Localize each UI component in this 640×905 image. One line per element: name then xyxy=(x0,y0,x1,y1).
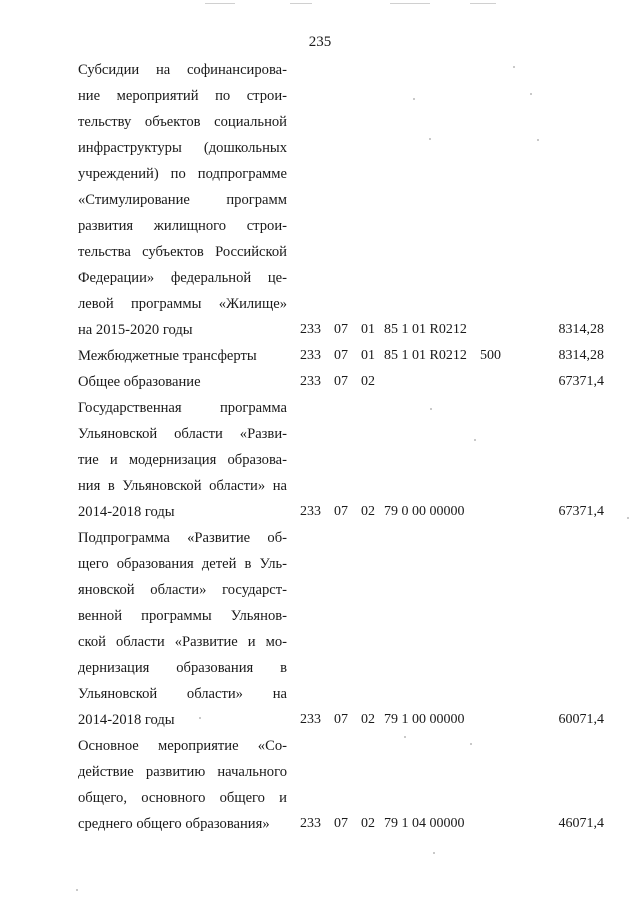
amount: 8314,28 xyxy=(558,322,604,337)
scan-artifact xyxy=(205,3,235,4)
grbs-code: 233 xyxy=(300,504,321,519)
scan-artifact xyxy=(76,889,78,891)
row-name-line: тельства субъектов Российской xyxy=(78,244,287,260)
scan-artifact xyxy=(290,3,312,4)
row-name-line: венной программы Ульянов- xyxy=(78,608,287,624)
table-row xyxy=(0,733,640,837)
target-article-code: 79 1 00 00000 xyxy=(384,712,465,727)
row-name-line: Общее образование xyxy=(78,374,201,390)
scan-artifact xyxy=(390,3,430,4)
subsection-code: 02 xyxy=(361,712,375,727)
row-name-line: ской области «Развитие и мо- xyxy=(78,634,287,650)
subsection-code: 02 xyxy=(361,504,375,519)
row-name xyxy=(78,525,287,733)
row-name-line: «Стимулирование программ xyxy=(78,192,287,208)
scan-artifact xyxy=(513,66,515,68)
table-row xyxy=(0,57,640,343)
amount: 60071,4 xyxy=(558,712,604,727)
subsection-code: 02 xyxy=(361,374,375,389)
amount: 67371,4 xyxy=(558,374,604,389)
target-article-code: 79 1 04 00000 xyxy=(384,816,465,831)
grbs-code: 233 xyxy=(300,816,321,831)
expense-type-code: 500 xyxy=(480,348,501,363)
section-code: 07 xyxy=(334,374,348,389)
row-name-line: щего образования детей в Уль- xyxy=(78,556,287,572)
row-name xyxy=(78,343,287,369)
subsection-code: 02 xyxy=(361,816,375,831)
budget-table xyxy=(0,57,640,837)
row-name-line: яновской области» государст- xyxy=(78,582,287,598)
row-name-line: действие развитию начального xyxy=(78,764,287,780)
target-article-code: 85 1 01 R0212 xyxy=(384,322,467,337)
row-name-line: Ульяновской области» на xyxy=(78,686,287,702)
grbs-code: 233 xyxy=(300,374,321,389)
table-row xyxy=(0,525,640,733)
scan-artifact xyxy=(530,93,532,95)
row-name-line: Межбюджетные трансферты xyxy=(78,348,257,364)
section-code: 07 xyxy=(334,712,348,727)
section-code: 07 xyxy=(334,816,348,831)
row-name-line: тие и модернизация образова- xyxy=(78,452,287,468)
section-code: 07 xyxy=(334,322,348,337)
row-name xyxy=(78,369,287,395)
target-article-code: 85 1 01 R0212 xyxy=(384,348,467,363)
subsection-code: 01 xyxy=(361,322,375,337)
row-name-line: учреждений) по подпрограмме xyxy=(78,166,287,182)
row-name xyxy=(78,733,287,837)
amount: 8314,28 xyxy=(558,348,604,363)
scan-artifact xyxy=(404,736,406,738)
row-name-line: на 2015-2020 годы xyxy=(78,322,193,338)
grbs-code: 233 xyxy=(300,348,321,363)
grbs-code: 233 xyxy=(300,322,321,337)
table-row xyxy=(0,343,640,369)
row-name-line: среднего общего образования» xyxy=(78,816,270,832)
scan-artifact xyxy=(413,98,415,100)
row-name-line: Субсидии на софинансирова- xyxy=(78,62,287,78)
scan-artifact xyxy=(470,743,472,745)
row-name xyxy=(78,395,287,525)
table-row xyxy=(0,369,640,395)
amount: 67371,4 xyxy=(558,504,604,519)
page-number: 235 xyxy=(308,34,332,50)
row-name-line: Федерации» федеральной це- xyxy=(78,270,287,286)
row-name-line: развития жилищного строи- xyxy=(78,218,287,234)
scan-artifact xyxy=(199,717,201,719)
target-article-code: 79 0 00 00000 xyxy=(384,504,465,519)
row-name-line: Ульяновской области «Разви- xyxy=(78,426,287,442)
row-name-line: ние мероприятий по строи- xyxy=(78,88,287,104)
row-name-line: Государственная программа xyxy=(78,400,287,416)
row-name-line: левой программы «Жилище» xyxy=(78,296,287,312)
amount: 46071,4 xyxy=(558,816,604,831)
scan-artifact xyxy=(430,408,432,410)
scan-artifact xyxy=(474,439,476,441)
table-row xyxy=(0,395,640,525)
row-name-line: тельству объектов социальной xyxy=(78,114,287,130)
scan-artifact xyxy=(470,3,496,4)
row-name-line: 2014-2018 годы xyxy=(78,712,175,728)
section-code: 07 xyxy=(334,504,348,519)
scan-artifact xyxy=(429,138,431,140)
row-name-line: ния в Ульяновской области» на xyxy=(78,478,287,494)
scan-artifact xyxy=(433,852,435,854)
row-name-line: инфраструктуры (дошкольных xyxy=(78,140,287,156)
scan-artifact xyxy=(537,139,539,141)
scan-artifact xyxy=(627,517,629,519)
row-name xyxy=(78,57,287,343)
row-name-line: Подпрограмма «Развитие об- xyxy=(78,530,287,546)
row-name-line: дернизация образования в xyxy=(78,660,287,676)
row-name-line: Основное мероприятие «Со- xyxy=(78,738,287,754)
subsection-code: 01 xyxy=(361,348,375,363)
row-name-line: 2014-2018 годы xyxy=(78,504,175,520)
row-name-line: общего, основного общего и xyxy=(78,790,287,806)
grbs-code: 233 xyxy=(300,712,321,727)
section-code: 07 xyxy=(334,348,348,363)
